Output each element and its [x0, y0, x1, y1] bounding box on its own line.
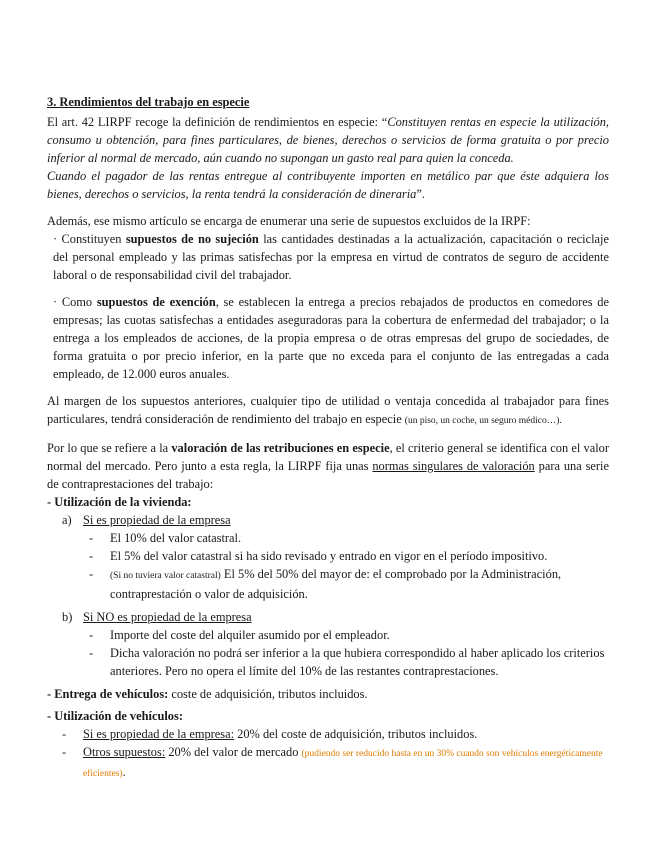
- vehiculos-title: - Utilización de vehículos:: [47, 709, 183, 723]
- legal-quote-continued: Cuando el pagador de las rentas entregue al contribuyente importen en metálico par que éste adquiera los bienes, derechos o servicios, la renta tendrá la consideración de dineraria”.: [47, 169, 609, 201]
- section-heading: 3. Rendimientos del trabajo en especie: [47, 95, 250, 109]
- legal-quote: Constituyen rentas en especie la utilización, consumo u obtención, para fines particulares, de bienes, derechos o servicios de forma gratuita o por precio inferior al normal de mercado, aún cuando no supongan un gasto real para quien la conceda.: [47, 115, 610, 165]
- vivienda-item-a: a) Si es propiedad de la empresa: [62, 513, 231, 527]
- intro-paragraph: El art. 42 LIRPF recoge la definición de rendimientos en especie: “Constituyen rentas en especie la utilización, consumo u obtención, para fines particulares, de bienes, derechos o servicios de forma gratuita o por precio inferior al normal de mercado, aún cuando no supongan un gasto real para quien la conceda.: [47, 115, 610, 165]
- list-item: - El 10% del valor catastral.: [89, 531, 242, 545]
- list-item: - Importe del coste del alquiler asumido por el empleador.: [89, 628, 390, 642]
- vivienda-title: - Utilización de la vivienda:: [47, 495, 192, 509]
- list-item: - Dicha valoración no podrá ser inferior a la que hubiera correspondido al haber aplicado los criterios anteriores. Pero no opera el límite del 10% de las restantes contraprestaciones.: [89, 646, 605, 678]
- no-sujecion-bullet: · Constituyen supuestos de no sujeción las cantidades destinadas a la actualización, capacitación o reciclaje del personal empleado y las primas satisfechas por la empresa en virtud de contratos de seguro de accidente laboral o de responsabilidad civil del trabajador.: [53, 232, 609, 282]
- list-item: - Otros supuestos: 20% del valor de mercado (pudiendo ser reducido hasta en un 30% cuando son vehículos energéticamente eficientes).: [62, 745, 603, 779]
- exencion-bullet: · Como supuestos de exención, se establecen la entrega a precios rebajados de productos en comedores de empresas; las cuotas satisfechas a entidades aseguradoras para la cobertura de enfermedad del trabajador; o la entrega a los empleados de acciones, de la propia empresa o de otras empresas del grupo de sociedades, de forma gratuita o por precio inferior, en la parte que no exceda para el conjunto de las entregadas a cada empleado, de 12.000 euros anuales.: [53, 295, 609, 381]
- vivienda-item-b: b) Si NO es propiedad de la empresa: [62, 610, 252, 624]
- list-item: - Si es propiedad de la empresa: 20% del coste de adquisición, tributos incluidos.: [62, 727, 478, 741]
- document-page: [47, 93, 609, 783]
- margen-paragraph: Al margen de los supuestos anteriores, cualquier tipo de utilidad o ventaja concedida al trabajador para fines particulares, tendrá consideración de rendimiento del trabajo en especie (un piso, un coche, un seguro médico…).: [47, 394, 609, 426]
- list-item: - (Si no tuviera valor catastral) El 5% del 50% del mayor de: el comprobado por la Administración, contraprestación o valor de adquisición.: [89, 567, 562, 601]
- valoracion-paragraph: Por lo que se refiere a la valoración de las retribuciones en especie, el criterio general se identifica con el valor normal del mercado. Pero junto a esta regla, la LIRPF fija unas normas singulares de valoración para una serie de contraprestaciones del trabajo:: [47, 441, 609, 491]
- entrega-vehiculos: - Entrega de vehículos: coste de adquisición, tributos incluidos.: [47, 687, 368, 701]
- eficiencia-note: (pudiendo ser reducido hasta en un 30% cuando son vehículos energéticamente eficientes): [83, 749, 603, 779]
- list-item: - El 5% del valor catastral si ha sido revisado y entrado en vigor en el período impositivo.: [89, 549, 548, 563]
- excluded-intro: Además, ese mismo artículo se encarga de enumerar una serie de supuestos excluidos de la IRPF:: [47, 214, 531, 228]
